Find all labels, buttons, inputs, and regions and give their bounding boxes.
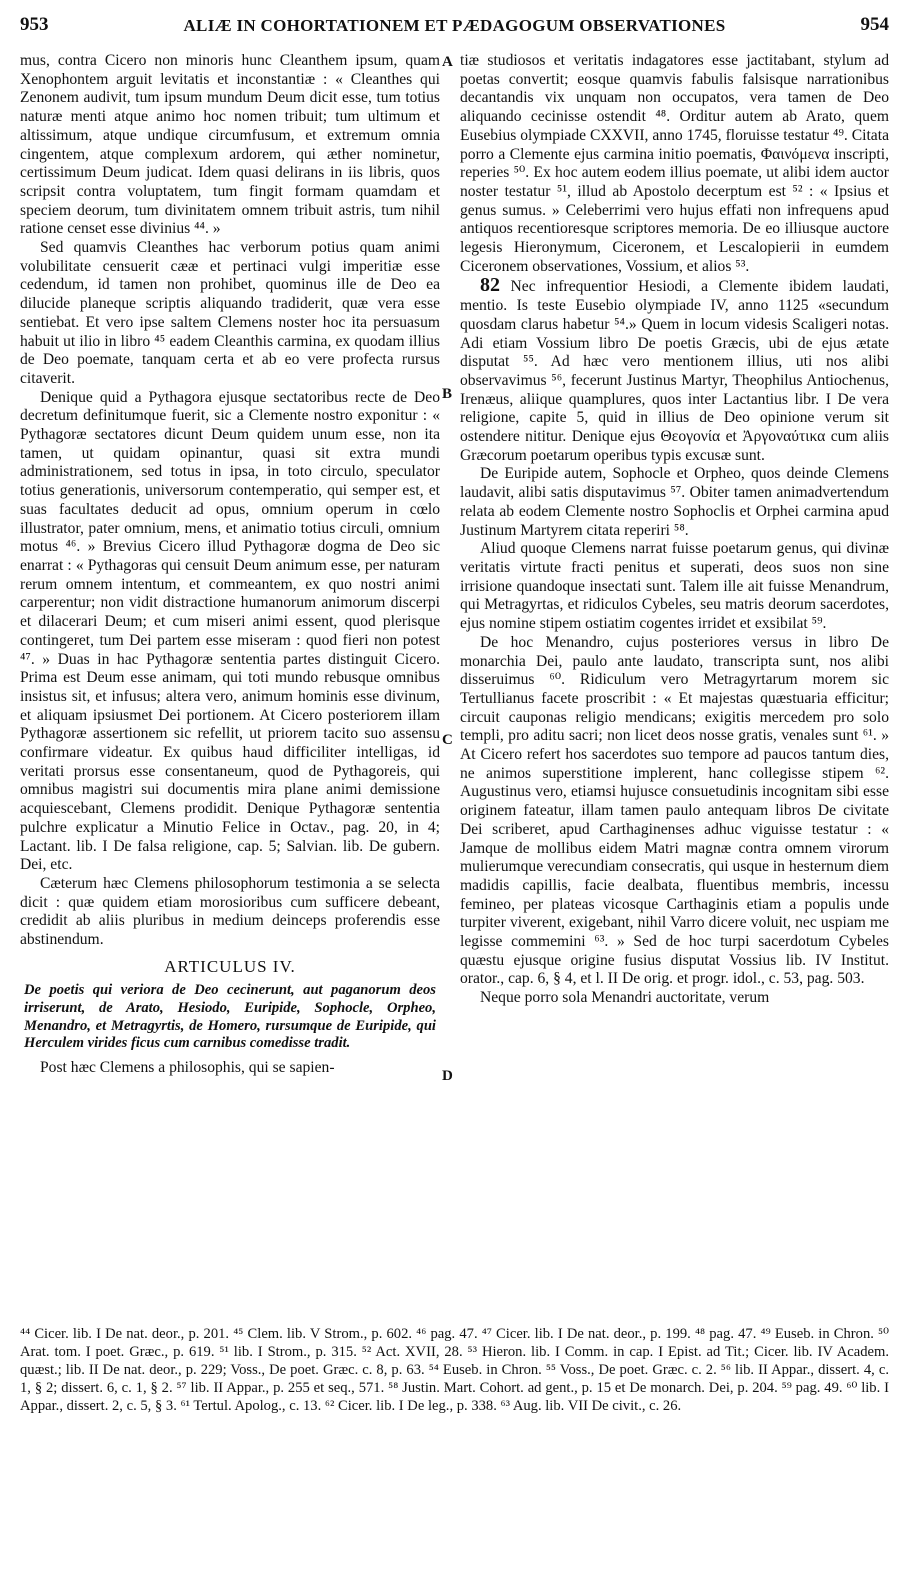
paragraph: Sed quamvis Cleanthes hac verborum potius quam animi volubilitate censuerit cææ et pertinaci vulgi imperitiæ esse cedendum, id tamen non prohibet, quominus ille de Deo ea dilucide planeque scriptis aliquando tradiderit, quæ vera esse sentiebat. Et vero ipse saltem Clemens noster hoc ita persuasum habuit ut ilio in libro ⁴⁵ eadem Cleanthis carmina, ex quodam illius de Deo poemate, tanquam certa et ab eo vere profecta rursus citaverit. — [20, 239, 440, 387]
paragraph: Cæterum hæc Clemens philosophorum testimonia a se selecta dicit : quæ quidem etiam morosioribus cum sufficere debeant, credidit ab aliis pluribus in medium deinceps proferendis esse abstinendum. — [20, 874, 440, 949]
paragraph: tiæ studiosos et veritatis indagatores esse jactitabant, stylum ad poetas convertit; eosque quamvis fabulis falsisque narrationibus decantandis vix unquam non occupatos, vera tamen de Deo aliquando cecinisse ostendit ⁴⁸. Orditur autem ab Arato, quem Eusebius olympiade CXXVII, anno 1745, floruisse testatur ⁴⁹. Citata porro a Clemente ejus carmina initio poematis, Φαινόμενα inscripti, reperies ⁵⁰. Ex hoc autem eodem illius poemate, ut alibi idem auctor noster testatur ⁵¹, illud ab Apostolo decerptum est ⁵² : « Ipsius et genus sumus. » Celeberrimi vero hujus effati non infrequens apud antiquos recentioresque scriptores memoria. De eo illiusque auctore legesis Hieronymum, Ciceronem, et Lescalopierii in eumdem Ciceronem observationes, Vossium, et alios ⁵³. — [460, 52, 889, 275]
paragraph-text: Nec infrequentior Hesiodi, a Clemente ibidem laudati, mentio. Is teste Eusebio olympiade IV, anno 1125 «secundum quosdam clarus habetur ⁵⁴.» Quem in locum videsis Scaligeri notas. Adi etiam Vossium libro De poetis Græcis, ubi de ejus ætate disputat ⁵⁵. Ad hæc vero mentionem illius, uti nos alibi observavimus ⁵⁶, fecerunt Justinus Martyr, Theophilus Antiochenus, Irenæus, aliique quamplures, quos inter Lactantius libr. I De vera religione, capite 5, quid in illius de Deo opinione verum sit ostendere nititur. Denique ejus Θεογονία et Ἀργοναύτικα cum aliis Græcorum poetarum operibus typis excusæ sunt. — [460, 278, 890, 464]
margin-letter-a: A — [442, 54, 453, 70]
section-number: 82 — [480, 274, 500, 297]
paragraph: Denique quid a Pythagora ejusque sectatoribus recte de Deo decretum definitumque fuerit, sic a Clemente nostro exponitur : « Pythagoræ sectatores dicunt Deum quidem unum esse, non ita tamen, ut quidam opinantur, quasi sit extra mundi administrationem, sed totus in ipsa, in toto circulo, speculator totius generationis, universorum contemperatio, qui semper est, et suas facultates deducit ad opus, omnium operum in cœlo illustrator, pater omnium, mens, et animatio totius circuli, omnium motus ⁴⁶. » Brevius Cicero illud Pythagoræ dogma de Deo sic enarrat : « Pythagoras qui censuit Deum animum esse, per naturam rerum omnem intentum, et commeantem, ex quo nostri animi carperentur; non vidit distractione humanorum animorum discerpi et dilacerari Deum; et cum miseri animi essent, quod plerisque contingeret, tum Dei partem esse miseram : quod fieri non potest ⁴⁷. » Duas in hac Pythagoræ sententia partes distinguit Cicero. Prima est Deum esse animam, qui toti mundo rebusque omnibus insistus sit, et infusus; altera vero, animum hominis esse divinum, et aliquam ipsiusmet Dei portionem. At Cicero posteriorem illam Pythagoræ assertionem sic refellit, ut priorem tacito suo assensu confirmare videatur. Ex quibus haud difficiliter intelligas, id veritati prorsus esse consentaneum, quod de Pythagoreis, qui omnibus magistri sui documentis mira plane animi demissione acquiescebant, Clemens prodidit. Denique Pythagoræ sententia pulchre explicatur a Minutio Felice in Octav., pag. 20, in 4; Lactant. lib. I De falsa religione, cap. 5; Salvian. lib. De gubern. Dei, etc. — [20, 388, 440, 874]
left-column — [20, 52, 440, 1078]
margin-letter-b: B — [442, 386, 453, 402]
article-title: ARTICULUS IV. — [164, 956, 296, 976]
paragraph-section-82 — [460, 276, 889, 465]
margin-letter-c: C — [442, 732, 453, 748]
margin-letter-d: D — [442, 1068, 453, 1084]
paragraph: Neque porro sola Menandri auctoritate, verum — [480, 989, 770, 1007]
right-column — [460, 52, 889, 1008]
footnotes: ⁴⁴ Cicer. lib. I De nat. deor., p. 201. ⁴⁵ Clem. lib. V Strom., p. 602. ⁴⁶ pag. 47. ⁴⁷ Cicer. lib. I De nat. deor., p. 199. ⁴⁸ pag. 47. ⁴⁹ Euseb. in Chron. ⁵⁰ Arat. tom. I poet. Græc., p. 619. ⁵¹ lib. I Strom., p. 315. ⁵² Act. XVII, 28. ⁵³ Hieron. lib. I Comm. in cap. I Epist. ad Tit.; Cicer. lib. IV Academ. quæst.; lib. II De nat. deor., p. 229; Voss., De poet. Græc. c. 8, p. 63. ⁵⁴ Euseb. in Chron. ⁵⁵ Voss., De poet. Græc. c. 2. ⁵⁶ lib. II Appar., dissert. 4, c. 1, § 2; dissert. 6, c. 1, § 2. ⁵⁷ lib. II Appar., p. 255 et seq., 571. ⁵⁸ Justin. Mart. Cohort. ad gent., p. 15 et De monarch. Dei, p. 204. ⁵⁹ pag. 49. ⁶⁰ lib. I Appar., dissert. 2, c. 5, § 3. ⁶¹ Tertul. Apolog., c. 13. ⁶² Cicer. lib. I De leg., p. 338. ⁶³ Aug. lib. VII De civit., c. 26. — [20, 1326, 889, 1414]
article-summary: De poetis qui veriora de Deo cecinerunt, aut paganorum deos irriserunt, de Arato, Hesiodo, Euripide, Sophocle, Orpheo, Menandro, et Metragyrtis, de Homero, rursumque de Euripide, qui Herculem virides ficus cum carnibus comedisse tradit. — [24, 982, 436, 1052]
page-header — [20, 14, 889, 42]
paragraph: mus, contra Cicero non minoris hunc Cleanthem ipsum, quam Xenophontem arguit levitatis et inconstantiæ : « Cleanthes qui Zenonem audivit, tum ipsum mundum Deum dicit esse, tum totius naturæ menti atque animo hoc nomen tribuit; tum ultimum et altissimum, atque undique circumfusum, et extremum omnia cingentem, atque complexum ardorem, qui æther nominetur, certissimum Deum judicat. Idem quasi delirans in iis libris, quos scripsit contra voluptatem, tum fingit formam quamdam et speciem deorum, tum divinitatem omnem tribuit astris, tum nihil ratione censet esse divinius ⁴⁴. » — [20, 52, 440, 238]
running-title: ALIÆ IN COHORTATIONEM ET PÆDAGOGUM OBSERVATIONES — [183, 16, 726, 35]
page-number-left: 953 — [20, 14, 49, 35]
paragraph: De Euripide autem, Sophocle et Orpheo, quos deinde Clemens laudavit, alibi satis disputavimus ⁵⁷. Obiter tamen animadvertendum relata ab eodem Clemente nostro Sophoclis et Orphei carmina apud Justinum Martyrem citata reperiri ⁵⁸. — [460, 465, 889, 539]
paragraph: Post hæc Clemens a philosophis, qui se sapien- — [40, 1058, 335, 1076]
page-number-right: 954 — [860, 14, 889, 35]
paragraph: Aliud quoque Clemens narrat fuisse poetarum genus, qui divinæ veritatis virtute fracti penitus et superati, deos suos non sine irrisione quandoque insectati sunt. Talem ille ait fuisse Menandrum, qui Metragyrtas, et ridiculos Cybeles, seu matris deorum sacerdotes, ejus nomine stipem ostiatim cogentes irridet et exsibilat ⁵⁹. — [460, 540, 889, 633]
paragraph: De hoc Menandro, cujus posteriores versus in libro De monarchia Dei, paulo ante laudato, transcripta sunt, nos alibi disseruimus ⁶⁰. Ridiculum vero Metragyrtarum morem sic Tertullianus facete proscribit : « Et majestas quæstuaria efficitur; circuit cauponas religio mendicans; exigitis mercedem pro solo templi, pro aditu sacri; non licet deos nosse gratis, venales sunt ⁶¹. » At Cicero refert hos sacerdotes suo tempore ad paucos tantum dies, ne animos superstitione implerent, hanc collegisse stipem ⁶². Augustinus vero, etiamsi hujusce consuetudinis incognitam sibi esse originem fateatur, illam tamen paulo antequam libros De civitate Dei scriberet, apud Carthaginenses adhuc viguisse testatur : « Jamque de mollibus eidem Matri magnæ contra omnem virorum mulierumque verecundiam consecratis, qui usque in hesternum diem madidis capillis, facie dealbata, fluentibus membris, incessu femineo, per plateas vicosque Carthaginis etiam a populis unde turpiter viverent, exigebant, nihil Varro dicere voluit, nec uspiam me legisse commemini ⁶³. » Sed de hoc turpi sacerdotum Cybeles quæstu ejusque origine fusius disputat Vossius lib. IV Institut. orator., cap. 6, § 4, et l. II De orig. et progr. idol., c. 53, pag. 503. — [460, 633, 889, 988]
